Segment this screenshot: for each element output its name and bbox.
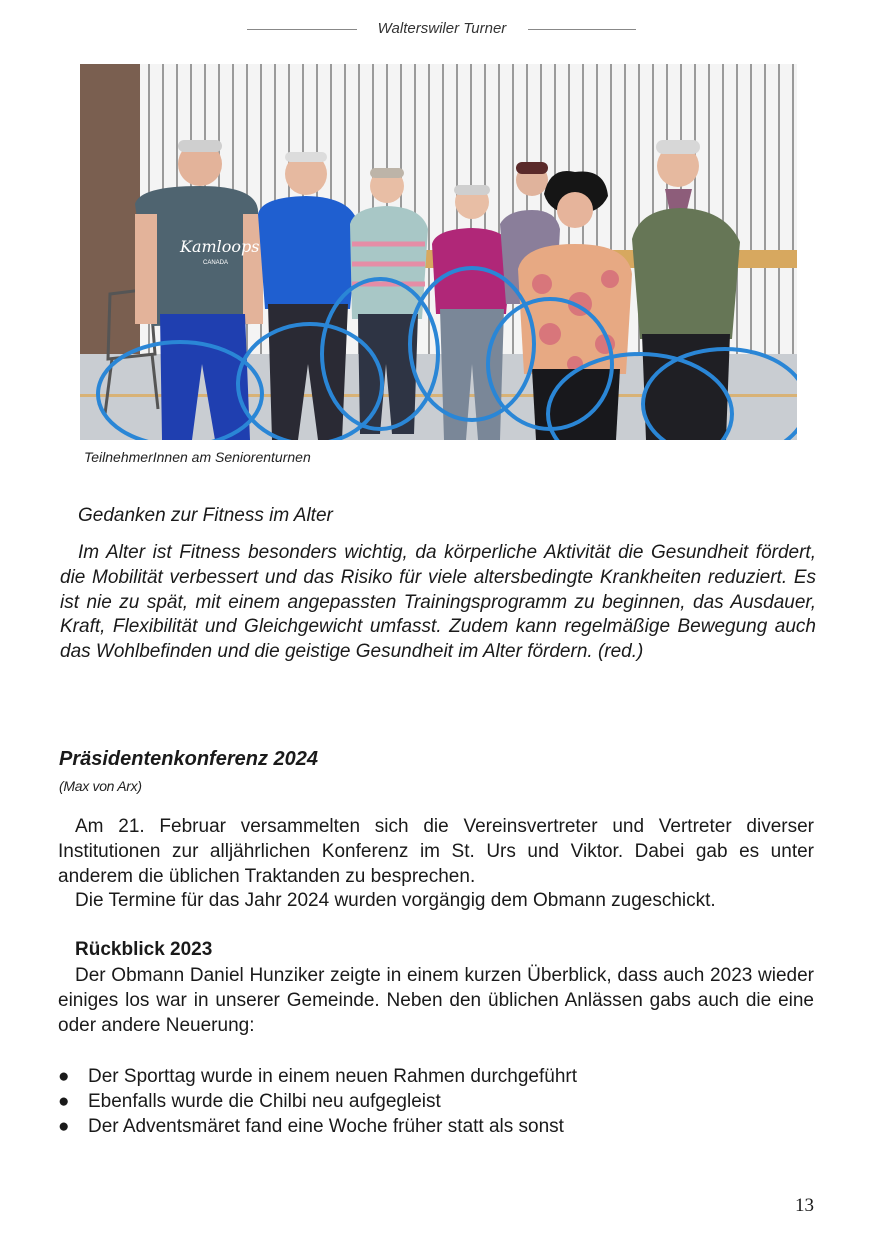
article1-title: Gedanken zur Fitness im Alter — [78, 505, 333, 526]
article2-paragraph-1: Am 21. Februar versammelten sich die Vereinsvertreter und Vertreter diverser Institutionen zur alljährlichen Konferenz im St. Urs und Viktor. Dabei gab es unter anderem die üblichen Traktanden zu besprechen. — [58, 816, 814, 887]
bullet-list — [58, 1065, 577, 1139]
header-rule-left — [247, 29, 357, 30]
article2-paragraph-3: Der Obmann Daniel Hunziker zeigte in einem kurzen Überblick, dass auch 2023 wieder einiges los war in unserer Gemeinde. Neben den üblichen Anlässen gabs auch die eine oder andere Neuerung: — [58, 965, 814, 1036]
list-item-text: Der Sporttag wurde in einem neuen Rahmen durchgeführt — [88, 1066, 578, 1087]
group-photo — [80, 64, 797, 440]
list-item-text: Ebenfalls wurde die Chilbi neu aufgegleist — [88, 1090, 441, 1112]
article2-intro — [58, 815, 814, 914]
bullet-icon: ● — [58, 1090, 70, 1112]
header-title: Walterswiler Turner — [377, 20, 507, 37]
bullet-icon: ● — [58, 1115, 70, 1137]
article1-body — [60, 541, 816, 665]
shirt-print-small: CANADA — [203, 260, 229, 266]
list-item — [58, 1090, 577, 1115]
list-item-text: Der Adventsmäret fand eine Woche früher statt als sonst — [88, 1115, 564, 1137]
article2-rueckblick — [58, 964, 814, 1038]
page-number: 13 — [795, 1195, 814, 1216]
article1-paragraph: Im Alter ist Fitness besonders wichtig, da körperliche Aktivität die Gesundheit fördert, die Mobilität verbessert und das Risiko für viele altersbedingte Krankheiten reduziert. Es ist nie zu spät, mit einem angepassten Trainingsprogramm zu beginnen, das Ausdauer, Kraft, Flexibilität und Gleichgewicht umfasst. Zudem kann regelmäßige Bewegung auch das Wohlbefinden und die geistige Gesundheit im Alter fördern. (red.) — [60, 542, 816, 663]
article2-title: Präsidentenkonferenz 2024 — [59, 748, 318, 770]
article2-author: (Max von Arx) — [59, 778, 142, 794]
shirt-print-main: Kamloops — [180, 237, 260, 256]
list-item — [58, 1065, 577, 1090]
section-heading-rueckblick: Rückblick 2023 — [75, 939, 213, 960]
running-header — [0, 18, 875, 40]
list-item — [58, 1115, 577, 1140]
header-rule-right — [528, 29, 636, 30]
bullet-icon: ● — [58, 1066, 70, 1087]
photo-caption: TeilnehmerInnen am Seniorenturnen — [84, 449, 311, 465]
article2-paragraph-2: Die Termine für das Jahr 2024 wurden vorgängig dem Obmann zugeschickt. — [75, 890, 716, 912]
